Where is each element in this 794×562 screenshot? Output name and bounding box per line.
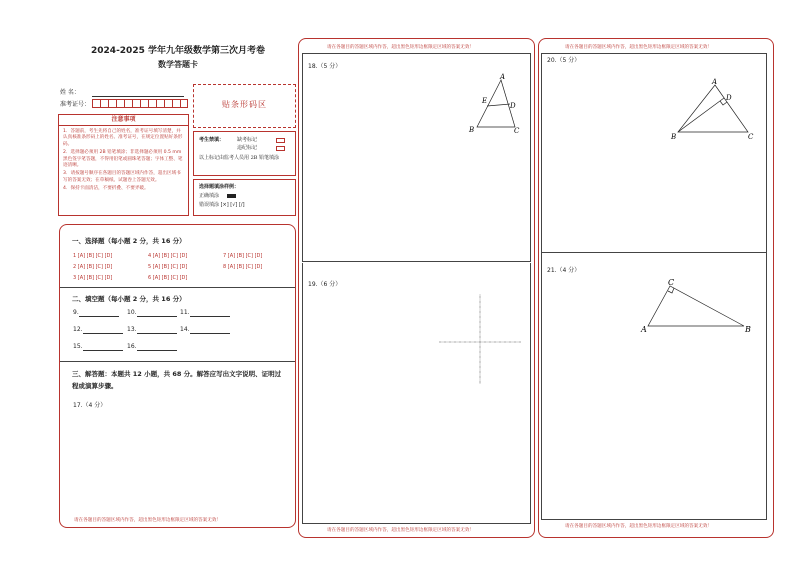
triangle-abc (678, 85, 748, 132)
warning-text: 请在各题目的答题区域内作答，超出黑色矩形边框限定区域的答案无效！ (74, 518, 222, 523)
q20-triangle (678, 85, 748, 132)
q18-figure (463, 72, 533, 134)
point-label: B (671, 133, 677, 141)
point-label: B (469, 126, 475, 134)
wrong-fill-label: 错误填涂 [×] [√] [/] (199, 202, 245, 208)
note-item: 4．保持卡面清洁，不要折叠、不要弄破。 (63, 186, 149, 192)
warning-text: 请在各题目的答题区域内作答，超出黑色矩形边框限定区域的答案无效！ (565, 45, 713, 50)
notes-box (58, 114, 189, 216)
note-item: 1．答题前，考生先将自己的姓名，准考证号填写清楚，并认真核准条形码上的姓名、准考证号，在规定位置贴好条形码。 (63, 129, 183, 147)
blank-number: 10. (127, 309, 137, 316)
segment-ed (487, 104, 510, 106)
blank-number: 9. (73, 309, 79, 316)
point-label: A (500, 73, 506, 81)
exam-mark-box (193, 131, 296, 176)
warning-text: 请在各题目的答题区域内作答，超出黑色矩形边框限定区域的答案无效！ (327, 528, 475, 533)
triangle-abc (648, 286, 744, 326)
correct-fill-sample (227, 194, 236, 198)
point-label: C (668, 278, 675, 287)
section2-title: 二、填空题（每小题 2 分，共 16 分） (72, 295, 186, 303)
point-label: E (482, 97, 488, 105)
violation-label: 违纪标记 (237, 145, 258, 151)
barcode-label: 贴条形码区 (222, 100, 267, 109)
barcode-area (193, 84, 296, 128)
id-label: 准考证号： (60, 101, 91, 108)
q18-label: 18.（5 分） (308, 63, 342, 70)
choice-item[interactable]: 8 [A] [B] [C] [D] (223, 264, 263, 270)
point-label: A (641, 325, 647, 334)
divider (60, 361, 295, 362)
q21-figure (638, 276, 756, 338)
blank-number: 12. (73, 326, 83, 333)
note-item: 3．请按题号顺序在各题目的答题区域内作答，超出区域书写的答案无效；在草稿纸、试题卷上答题无效。 (63, 171, 181, 183)
choice-item[interactable]: 6 [A] [B] [C] [D] (148, 275, 188, 281)
note-item: 2．选择题必须用 2B 铅笔填涂；非选择题必须用 0.5 mm 黑色签字笔答题，不得用铅笔或圆珠笔答题；字体工整、笔迹清晰。 (63, 150, 183, 169)
section1-title: 一、选择题（每小题 2 分，共 16 分） (72, 237, 186, 245)
q17-answer-area[interactable] (64, 411, 290, 515)
blank-line[interactable] (83, 328, 123, 334)
exam-mark-label: 考生禁填： (199, 137, 225, 143)
q20-figure (668, 76, 760, 142)
q21-triangle (648, 286, 744, 326)
point-label: B (745, 325, 751, 334)
blank-number: 16. (127, 343, 137, 350)
q17-label: 17.（4 分） (73, 402, 107, 409)
blank-number: 11. (180, 309, 190, 316)
blank-number: 14. (180, 326, 190, 333)
q20-label: 20.（5 分） (547, 57, 581, 64)
section3-title: 三、解答题：本题共 12 小题，共 68 分。解答应写出文字说明、证明过程或演算步骤。 (72, 370, 282, 390)
left-answer-box (59, 224, 296, 528)
warning-text: 请在各题目的答题区域内作答，超出黑色矩形边框限定区域的答案无效！ (327, 45, 475, 50)
right-angle-mark (668, 288, 674, 293)
fill-example-box (193, 179, 296, 216)
blank-line[interactable] (79, 311, 119, 317)
correct-fill-label: 正确填涂 (199, 193, 220, 199)
choice-item[interactable]: 3 [A] [B] [C] [D] (73, 275, 113, 281)
notes-title: 注意事项 (59, 115, 188, 126)
blank-line[interactable] (190, 311, 230, 317)
blank-line[interactable] (137, 311, 177, 317)
point-label: D (510, 102, 516, 110)
choice-item[interactable]: 1 [A] [B] [C] [D] (73, 253, 113, 259)
fill-example-title: 选择题填涂样例： (199, 184, 240, 190)
page-title: 2024-2025 学年九年级数学第三次月考卷 (91, 46, 265, 56)
divider (60, 287, 295, 288)
point-label: D (726, 94, 732, 102)
q19-label: 19.（6 分） (308, 281, 342, 288)
q21-label: 21.（4 分） (547, 267, 581, 274)
violation-checkbox[interactable] (276, 146, 285, 151)
point-label: A (712, 78, 718, 86)
name-field[interactable] (92, 96, 184, 97)
blank-line[interactable] (137, 345, 177, 351)
q19-coordinate-grid (437, 292, 523, 386)
point-label: C (514, 127, 520, 134)
blank-line[interactable] (190, 328, 230, 334)
blank-line[interactable] (83, 345, 123, 351)
exam-mark-note: 以上标记由监考人员用 2B 铅笔填涂 (199, 155, 280, 161)
blank-line[interactable] (137, 328, 177, 334)
point-label: C (748, 133, 754, 141)
choice-item[interactable]: 2 [A] [B] [C] [D] (73, 264, 113, 270)
blank-number: 15. (73, 343, 83, 350)
absent-label: 缺考标记 (237, 137, 258, 143)
page-subtitle: 数学答题卡 (158, 60, 198, 69)
choice-item[interactable]: 5 [A] [B] [C] [D] (148, 264, 188, 270)
blank-number: 13. (127, 326, 137, 333)
choice-item[interactable]: 4 [A] [B] [C] [D] (148, 253, 188, 259)
choice-item[interactable]: 7 [A] [B] [C] [D] (223, 253, 263, 259)
warning-text: 请在各题目的答题区域内作答，超出黑色矩形边框限定区域的答案无效！ (565, 524, 713, 529)
name-label: 姓 名： (60, 89, 80, 96)
id-grid[interactable] (92, 99, 188, 108)
absent-checkbox[interactable] (276, 138, 285, 143)
